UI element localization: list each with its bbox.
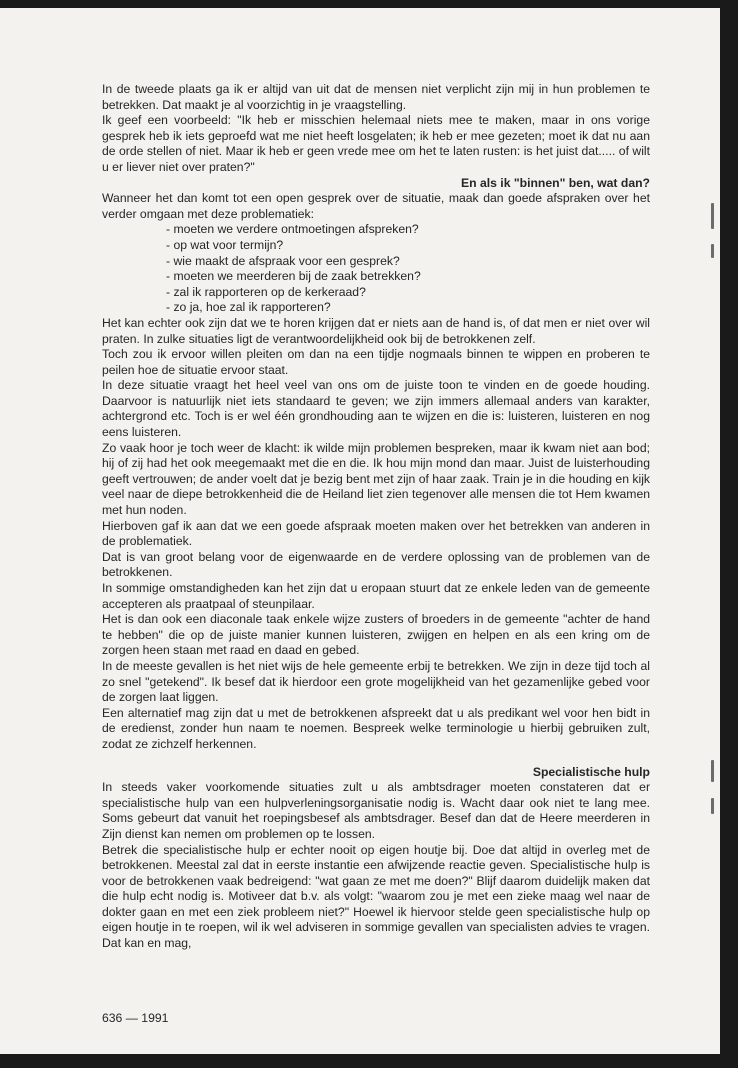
paragraph: Hierboven gaf ik aan dat we een goede afspraak moeten maken over het betrekken van anderen in de problematiek. [102, 518, 650, 549]
question-item: - op wat voor termijn? [166, 237, 284, 252]
intro-paragraph: In de tweede plaats ga ik er altijd van uit dat de mensen niet verplicht zijn mij in hun problemen te betrekken. Dat maakt je al voorzichtig in je vraagstelling. [102, 82, 650, 112]
paragraph: In de meeste gevallen is het niet wijs de hele gemeente erbij te betrekken. We zijn in deze tijd toch al zo snel "getekend". Ik besef dat ik hierdoor een grote mogelijkheid van het gezamenlijke gebed voor de zorgen laat liggen. [102, 658, 650, 705]
paragraph: Dat is van groot belang voor de eigenwaarde en de verdere oplossing van de problemen van de betrokkenen. [102, 549, 650, 580]
paragraph: Toch zou ik ervoor willen pleiten om dan na een tijdje nogmaals binnen te wippen en proberen te peilen hoe de situatie ervoor staat. [102, 347, 650, 377]
paragraph: In steeds vaker voorkomende situaties zult u als ambtsdrager moeten constateren dat er specialistische hulp van een hulpverleningsorganisatie nodig is. Wacht daar ook niet te lang mee. Soms gebeurt dat vanuit het roepingsbesef als ambtsdrager. Besef dan dat de Heere meerderen in Zijn dienst kan nemen om problemen op te lossen. [102, 780, 650, 841]
question-item: - zo ja, hoe zal ik rapporteren? [166, 300, 331, 315]
scan-margin-mark [711, 760, 714, 782]
scan-margin-mark [711, 244, 714, 258]
paragraph: Het kan echter ook zijn dat we te horen krijgen dat er niets aan de hand is, of dat men er niet over wil praten. In zulke situaties ligt de verantwoordelijkheid ook bij de betrokkenen zelf. [102, 315, 650, 346]
paragraph: In deze situatie vraagt het heel veel van ons om de juiste toon te vinden en de goede houding. Daarvoor is natuurlijk niet iets standaard te geven; we zijn immers allemaal anders van karakter, achtergrond etc. Toch is er wel één grondhouding aan te wijzen en die is: luisteren, luisteren en nog eens luisteren. [102, 378, 650, 440]
paragraph: Het is dan ook een diaconale taak enkele wijze zusters of broeders in de gemeente "achter de hand te hebben" die op de juiste manier kunnen luisteren, zwijgen en helpen en als een kring om de zorgen heen staan met raad en daad en gebed. [102, 612, 650, 658]
section-lead: Wanneer het dan komt tot een open gesprek over de situatie, maak dan goede afspraken over het verder omgaan met deze problematiek: [102, 191, 650, 221]
paragraph: Betrek die specialistische hulp er echter nooit op eigen houtje bij. Doe dat altijd in overleg met de betrokkenen. Meestal zal dat in eerste instantie een afwijzende reactie geven. Specialistische hulp is voor de betrokkenen vaak bedreigend: "wat gaan ze met me doen?" Blijf daarom duidelijk maken dat die hulp echt nodig is. Motiveer dat b.v. als volgt: "waarom zou je met een zieke maag wel naar de dokter gaan en met een ziek probleem niet?" Hoewel ik hiervoor stelde geen specialistische hulp op eigen houtje in te roepen, wil ik wel adviseren in sommige gevallen van specialisten advies te vragen. Dat kan en mag, [102, 842, 650, 951]
question-list [102, 222, 650, 316]
article-body [102, 82, 650, 952]
paragraph: Een alternatief mag zijn dat u met de betrokkenen afspreekt dat u als predikant wel voor hen bidt in de eredienst, zonder hun naam te noemen. Bespreek welke terminologie u hierbij gebruiken zult, zodat ze zichzelf herkennen. [102, 705, 650, 751]
scan-margin-mark [711, 203, 714, 229]
question-item: - zal ik rapporteren op de kerkeraad? [166, 284, 366, 299]
scan-bottom-edge [0, 1054, 720, 1060]
paragraph: In sommige omstandigheden kan het zijn dat u eropaan stuurt dat ze enkele leden van de gemeente accepteren als praatpaal of steunpilaar. [102, 581, 650, 611]
intro-paragraph: Ik geef een voorbeeld: "Ik heb er misschien helemaal niets mee te maken, maar in ons vorige gesprek heb ik iets geproefd wat me niet heeft losgelaten; ik heb er mee gezeten; moet ik dat nu aan de orde stellen of niet. Maar ik heb er geen vrede mee om het te laten rusten: is het juist dat..... of wilt u er liever niet over praten?" [102, 113, 650, 174]
paragraph: Zo vaak hoor je toch weer de klacht: ik wilde mijn problemen bespreken, maar ik kwam niet aan bod; hij of zij had het ook meegemaakt met die en die. Ik hou mijn mond dan maar. Juist de luisterhouding geeft vertrouwen; de ander voelt dat je bezig bent met zijn of haar zaak. Train je in die houding en kijk veel naar de diepe betrokkenheid die de Heiland liet zien tegenover alle mensen die tot Hem kwamen met hun noden. [102, 440, 650, 518]
section-heading-binnen: En als ik "binnen" ben, wat dan? [461, 175, 650, 190]
page-number: 636 — 1991 [102, 1011, 169, 1025]
scanned-page [0, 8, 720, 1060]
scan-margin-mark [711, 798, 714, 814]
question-item: - moeten we meerderen bij de zaak betrekken? [166, 269, 421, 284]
question-item: - moeten we verdere ontmoetingen afspreken? [166, 222, 419, 237]
section-heading-specialistische-hulp: Specialistische hulp [532, 764, 650, 779]
question-item: - wie maakt de afspraak voor een gesprek? [166, 253, 400, 268]
